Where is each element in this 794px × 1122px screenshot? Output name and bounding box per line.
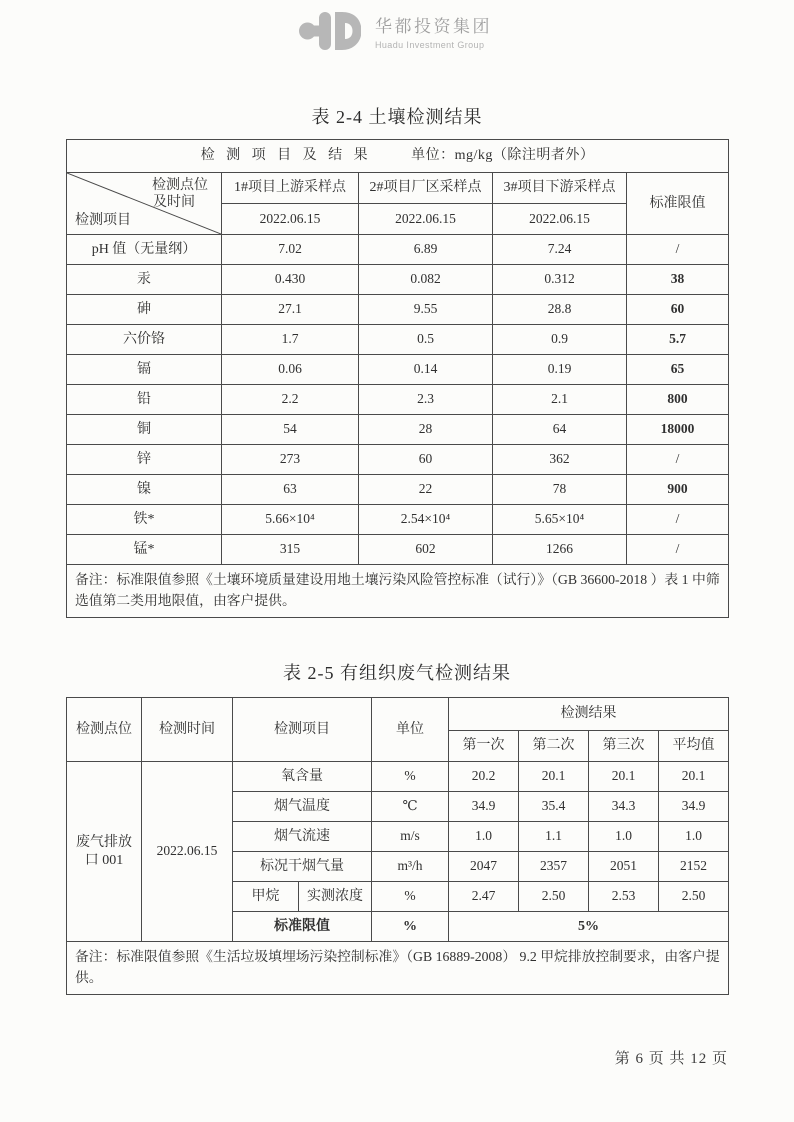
t1-value-cell: 5.65×10⁴ bbox=[493, 505, 627, 535]
t2-value-cell: 2152 bbox=[659, 852, 729, 882]
table-row bbox=[67, 535, 729, 565]
t1-value-cell: 7.02 bbox=[222, 235, 359, 265]
page-number: 第 6 页 共 12 页 bbox=[614, 1051, 728, 1067]
table-row bbox=[67, 445, 729, 475]
logo-text bbox=[375, 12, 492, 50]
table-row bbox=[67, 295, 729, 325]
t1-item-cell: 铅 bbox=[67, 385, 222, 415]
t2-value-cell: 20.2 bbox=[449, 762, 519, 792]
hd-logo-icon bbox=[299, 10, 361, 52]
table-row bbox=[67, 505, 729, 535]
t2-header-item: 检测项目 bbox=[233, 698, 372, 762]
t1-limit-cell: 60 bbox=[627, 295, 729, 325]
t1-point-header: 2#项目厂区采样点 bbox=[359, 173, 493, 204]
t2-value-cell: 34.3 bbox=[589, 792, 659, 822]
t2-note: 备注：标准限值参照《生活垃圾填埋场污染控制标准》（GB 16889-2008） 9.2 甲烷排放控制要求，由客户提供。 bbox=[67, 942, 729, 995]
t1-value-cell: 28 bbox=[359, 415, 493, 445]
table-row bbox=[67, 325, 729, 355]
t2-header-avg: 平均值 bbox=[659, 731, 729, 762]
t1-header-main: 检 测 项 目 及 结 果 bbox=[200, 148, 372, 164]
t1-value-cell: 0.5 bbox=[359, 325, 493, 355]
company-logo bbox=[299, 10, 492, 52]
t2-value-cell: 1.0 bbox=[589, 822, 659, 852]
t2-limit-label: 标准限值 bbox=[233, 912, 372, 942]
t2-value-cell: 1.0 bbox=[449, 822, 519, 852]
gas-results-table bbox=[66, 697, 729, 995]
t1-value-cell: 78 bbox=[493, 475, 627, 505]
t2-header-run1: 第一次 bbox=[449, 731, 519, 762]
t1-item-cell: pH 值（无量纲） bbox=[67, 235, 222, 265]
t1-value-cell: 64 bbox=[493, 415, 627, 445]
t1-item-cell: 锰* bbox=[67, 535, 222, 565]
t2-value-cell: 20.1 bbox=[589, 762, 659, 792]
t2-value-cell: 2.53 bbox=[589, 882, 659, 912]
table-row bbox=[67, 265, 729, 295]
t1-corner-top-label2: 及时间 bbox=[153, 195, 195, 210]
t2-point-cell: 废气排放口 001 bbox=[67, 762, 142, 942]
t1-date-cell: 2022.06.15 bbox=[493, 204, 627, 235]
t1-value-cell: 6.89 bbox=[359, 235, 493, 265]
t2-header-result: 检测结果 bbox=[449, 698, 729, 731]
table-row bbox=[67, 415, 729, 445]
t1-corner-cell bbox=[67, 173, 222, 235]
t2-limit-unit: % bbox=[372, 912, 449, 942]
t1-value-cell: 5.66×10⁴ bbox=[222, 505, 359, 535]
logo-company-name-cn: 华都投资集团 bbox=[375, 17, 492, 36]
t2-value-cell: 2.50 bbox=[659, 882, 729, 912]
t1-value-cell: 2.54×10⁴ bbox=[359, 505, 493, 535]
t1-value-cell: 0.430 bbox=[222, 265, 359, 295]
t2-item-cell: 烟气温度 bbox=[233, 792, 372, 822]
t1-item-cell: 锌 bbox=[67, 445, 222, 475]
table-row bbox=[67, 355, 729, 385]
t2-header-run2: 第二次 bbox=[519, 731, 589, 762]
t2-value-cell: 2.47 bbox=[449, 882, 519, 912]
t1-value-cell: 0.06 bbox=[222, 355, 359, 385]
t2-unit-cell: % bbox=[372, 882, 449, 912]
t1-corner-bottom-label: 检测项目 bbox=[75, 212, 131, 228]
t1-value-cell: 60 bbox=[359, 445, 493, 475]
t1-value-cell: 0.9 bbox=[493, 325, 627, 355]
table2-title: 表 2-5 有组织废气检测结果 bbox=[283, 663, 511, 683]
t2-value-cell: 35.4 bbox=[519, 792, 589, 822]
t1-item-cell: 汞 bbox=[67, 265, 222, 295]
t2-item-cell: 氧含量 bbox=[233, 762, 372, 792]
logo-company-name-en: Huadu Investment Group bbox=[375, 40, 485, 50]
table-row bbox=[67, 475, 729, 505]
t2-value-cell: 1.1 bbox=[519, 822, 589, 852]
t1-item-cell: 镉 bbox=[67, 355, 222, 385]
t1-item-cell: 镍 bbox=[67, 475, 222, 505]
t2-value-cell: 20.1 bbox=[659, 762, 729, 792]
t1-date-cell: 2022.06.15 bbox=[359, 204, 493, 235]
t2-value-cell: 2.50 bbox=[519, 882, 589, 912]
t1-date-cell: 2022.06.15 bbox=[222, 204, 359, 235]
soil-results-table bbox=[66, 139, 729, 618]
table-row bbox=[67, 385, 729, 415]
t1-limit-cell: / bbox=[627, 535, 729, 565]
t1-value-cell: 315 bbox=[222, 535, 359, 565]
table-header-row bbox=[67, 173, 729, 204]
t1-value-cell: 1266 bbox=[493, 535, 627, 565]
t1-limit-cell: / bbox=[627, 445, 729, 475]
t1-limit-header: 标准限值 bbox=[627, 173, 729, 235]
t1-value-cell: 602 bbox=[359, 535, 493, 565]
t2-value-cell: 34.9 bbox=[449, 792, 519, 822]
t2-value-cell: 20.1 bbox=[519, 762, 589, 792]
t1-limit-cell: 900 bbox=[627, 475, 729, 505]
t1-value-cell: 22 bbox=[359, 475, 493, 505]
t2-unit-cell: m/s bbox=[372, 822, 449, 852]
t1-value-cell: 2.3 bbox=[359, 385, 493, 415]
t2-limit-value: 5% bbox=[449, 912, 729, 942]
t2-header-time: 检测时间 bbox=[142, 698, 233, 762]
t1-value-cell: 27.1 bbox=[222, 295, 359, 325]
t1-item-cell: 铁* bbox=[67, 505, 222, 535]
t1-value-cell: 0.312 bbox=[493, 265, 627, 295]
t2-time-cell: 2022.06.15 bbox=[142, 762, 233, 942]
t1-value-cell: 28.8 bbox=[493, 295, 627, 325]
t1-header-unit: 单位：mg/kg（除注明者外） bbox=[411, 148, 595, 164]
t1-limit-cell: 65 bbox=[627, 355, 729, 385]
t2-header-unit: 单位 bbox=[372, 698, 449, 762]
t1-point-header: 3#项目下游采样点 bbox=[493, 173, 627, 204]
t1-limit-cell: / bbox=[627, 235, 729, 265]
t2-value-cell: 1.0 bbox=[659, 822, 729, 852]
t1-value-cell: 273 bbox=[222, 445, 359, 475]
t1-value-cell: 9.55 bbox=[359, 295, 493, 325]
t1-limit-cell: 800 bbox=[627, 385, 729, 415]
t2-item-cell: 烟气流速 bbox=[233, 822, 372, 852]
t2-value-cell: 2047 bbox=[449, 852, 519, 882]
t1-limit-cell: 38 bbox=[627, 265, 729, 295]
table1-title: 表 2-4 土壤检测结果 bbox=[311, 107, 483, 127]
t2-unit-cell: % bbox=[372, 762, 449, 792]
t2-unit-cell: m³/h bbox=[372, 852, 449, 882]
t2-value-cell: 2051 bbox=[589, 852, 659, 882]
table-row bbox=[67, 235, 729, 265]
t1-value-cell: 2.1 bbox=[493, 385, 627, 415]
t1-item-cell: 砷 bbox=[67, 295, 222, 325]
t2-header-run3: 第三次 bbox=[589, 731, 659, 762]
t2-unit-cell: ℃ bbox=[372, 792, 449, 822]
t2-item-cell: 标况干烟气量 bbox=[233, 852, 372, 882]
t1-note: 备注：标准限值参照《土壤环境质量建设用地土壤污染风险管控标准（试行）》（GB 36600-2018 ）表 1 中筛选值第二类用地限值，由客户提供。 bbox=[67, 565, 729, 618]
table-row bbox=[67, 762, 729, 792]
table-note-row bbox=[67, 565, 729, 618]
table-header-row bbox=[67, 140, 729, 173]
t1-value-cell: 0.19 bbox=[493, 355, 627, 385]
t1-value-cell: 7.24 bbox=[493, 235, 627, 265]
t1-item-cell: 铜 bbox=[67, 415, 222, 445]
t2-value-cell: 2357 bbox=[519, 852, 589, 882]
t1-limit-cell: 5.7 bbox=[627, 325, 729, 355]
table-header-row bbox=[67, 698, 729, 731]
t1-corner-top-label: 检测点位 bbox=[152, 178, 208, 193]
t2-value-cell: 34.9 bbox=[659, 792, 729, 822]
t1-value-cell: 0.14 bbox=[359, 355, 493, 385]
t1-value-cell: 54 bbox=[222, 415, 359, 445]
t1-value-cell: 2.2 bbox=[222, 385, 359, 415]
t1-value-cell: 1.7 bbox=[222, 325, 359, 355]
t1-limit-cell: / bbox=[627, 505, 729, 535]
t1-value-cell: 362 bbox=[493, 445, 627, 475]
t1-item-cell: 六价铬 bbox=[67, 325, 222, 355]
table-note-row bbox=[67, 942, 729, 995]
t2-measured-cell: 实测浓度 bbox=[299, 882, 372, 912]
t1-point-header: 1#项目上游采样点 bbox=[222, 173, 359, 204]
t2-methane-cell: 甲烷 bbox=[233, 882, 299, 912]
t1-limit-cell: 18000 bbox=[627, 415, 729, 445]
t1-value-cell: 63 bbox=[222, 475, 359, 505]
t1-header-main-cell bbox=[67, 140, 729, 173]
t2-header-point: 检测点位 bbox=[67, 698, 142, 762]
t1-value-cell: 0.082 bbox=[359, 265, 493, 295]
